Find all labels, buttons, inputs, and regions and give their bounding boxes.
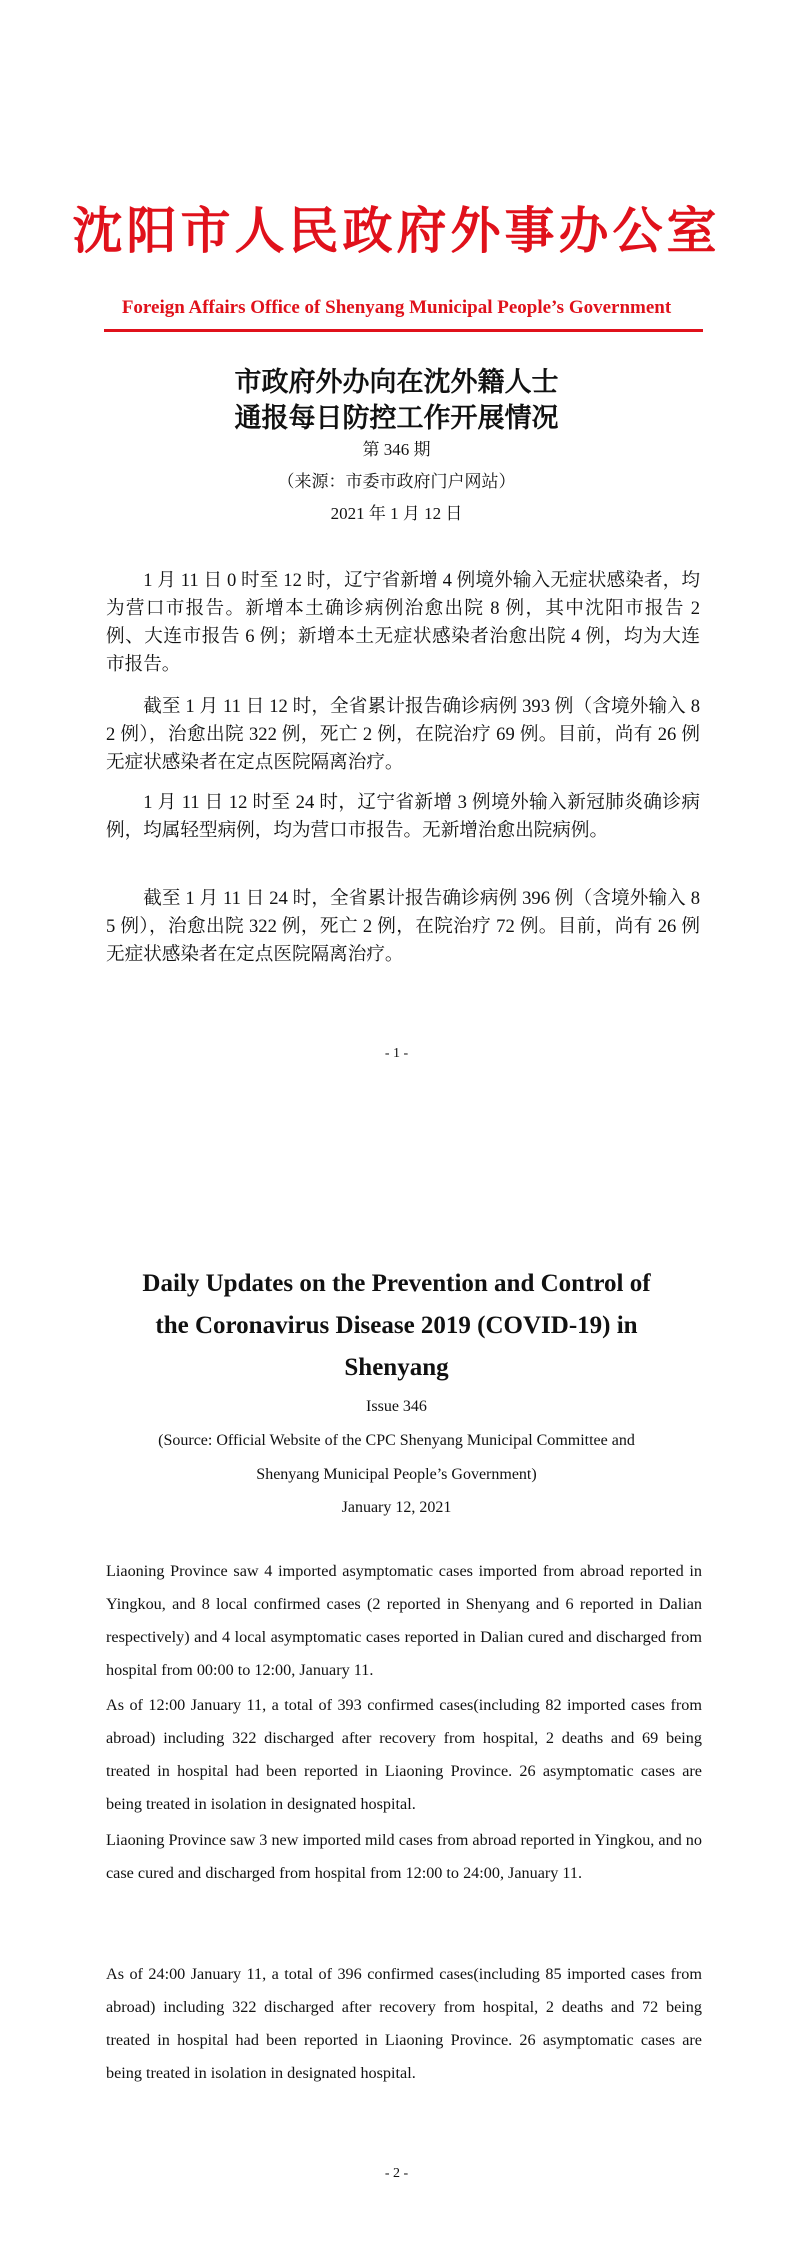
page-number-2: - 2 -: [384, 2166, 409, 2181]
en-title-line-3: Shenyang: [344, 1354, 449, 1381]
en-title-line-1: Daily Updates on the Prevention and Control of: [142, 1270, 651, 1297]
cn-paragraph-4: 截至 1 月 11 日 24 时，全省累计报告确诊病例 396 例（含境外输入 85 例），治愈出院 322 例，死亡 2 例，在院治疗 72 例。目前，尚有 26 例无症状感染者在定点医院隔离治疗。: [106, 888, 700, 965]
office-title-en: Foreign Affairs Office of Shenyang Municipal People’s Government: [121, 297, 672, 318]
en-paragraph-2: As of 12:00 January 11, a total of 393 confirmed cases(including 82 imported cases from abroad) including 322 discharged after recovery from hospital, 2 deaths and 69 being treated in hospital had been reported in Liaoning Province. 26 asymptomatic cases are being treated in isolation in designated hospital.: [106, 1696, 702, 1813]
en-paragraph-4: As of 24:00 January 11, a total of 396 confirmed cases(including 85 imported cases from abroad) including 322 discharged after recovery from hospital, 2 deaths and 72 being treated in hospital had been reported in Liaoning Province. 26 asymptomatic cases are being treated in isolation in designated hospital.: [106, 1965, 702, 2082]
en-date: January 12, 2021: [341, 1499, 452, 1516]
en-source-line-2: Shenyang Municipal People’s Government): [256, 1466, 537, 1483]
en-paragraph-1: Liaoning Province saw 4 imported asymptomatic cases imported from abroad reported in Yingkou, and 8 local confirmed cases (2 reported in Shenyang and 6 reported in Dalian respectively) and 4 local asymptomatic cases reported in Dalian cured and discharged from hospital from 00:00 to 12:00, January 11.: [106, 1562, 702, 1679]
cn-paragraph-2: 截至 1 月 11 日 12 时，全省累计报告确诊病例 393 例（含境外输入 82 例），治愈出院 322 例，死亡 2 例，在院治疗 69 例。目前，尚有 26 例无症状感染者在定点医院隔离治疗。: [106, 696, 700, 773]
office-title-cn: 沈阳市人民政府外事办公室: [72, 203, 721, 259]
en-title-line-2: the Coronavirus Disease 2019 (COVID-19) in: [155, 1312, 638, 1339]
cn-title-line-1: 市政府外办向在沈外籍人士: [234, 367, 559, 397]
cn-paragraph-3: 1 月 11 日 12 时至 24 时，辽宁省新增 3 例境外输入新冠肺炎确诊病例，均属轻型病例，均为营口市报告。无新增治愈出院病例。: [106, 792, 700, 841]
cn-paragraph-1: 1 月 11 日 0 时至 12 时，辽宁省新增 4 例境外输入无症状感染者，均为营口市报告。新增本土确诊病例治愈出院 8 例，其中沈阳市报告 2 例、大连市报告 6 例；新增本土无症状感染者治愈出院 4 例，均为大连市报告。: [106, 570, 700, 675]
en-issue: Issue 346: [366, 1398, 427, 1415]
cn-date: 2021 年 1 月 12 日: [330, 504, 463, 523]
page-number-1: - 1 -: [384, 1046, 409, 1061]
header-red-rule: [104, 329, 703, 332]
en-paragraph-3: Liaoning Province saw 3 new imported mild cases from abroad reported in Yingkou, and no case cured and discharged from hospital from 12:00 to 24:00, January 11.: [106, 1831, 702, 1882]
cn-source: （来源：市委市政府门户网站）: [277, 472, 516, 491]
cn-title-line-2: 通报每日防控工作开展情况: [234, 403, 559, 433]
en-source-line-1: (Source: Official Website of the CPC Shenyang Municipal Committee and: [158, 1432, 635, 1449]
cn-issue: 第 346 期: [362, 440, 431, 459]
